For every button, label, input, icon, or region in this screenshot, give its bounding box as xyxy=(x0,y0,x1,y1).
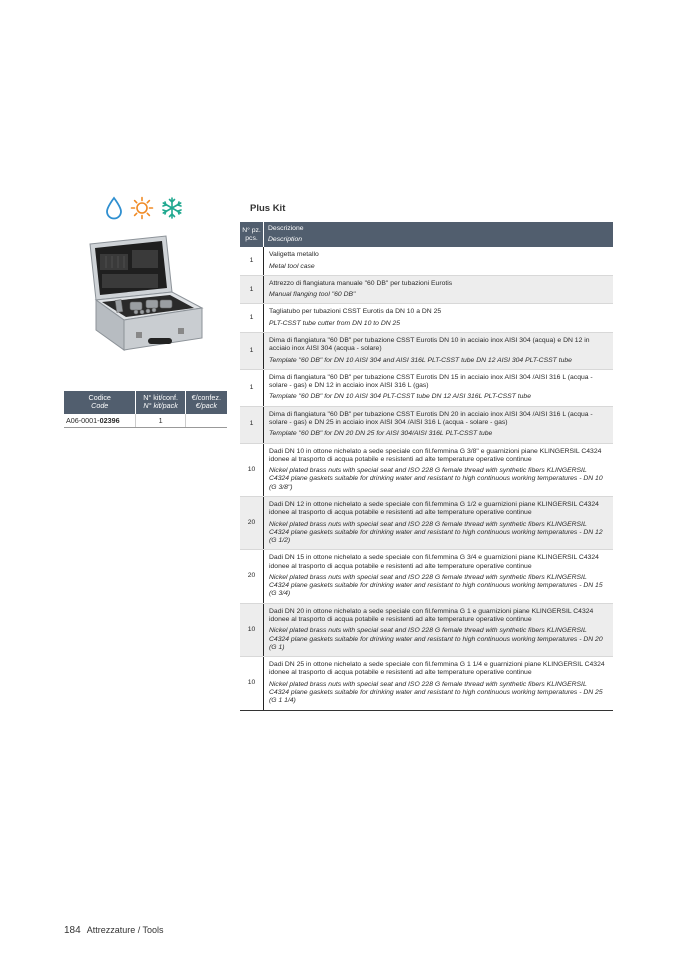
row-description-it: Attrezzo di flangiatura manuale "60 DB" per tubazioni Eurotis xyxy=(269,279,453,287)
row-description-en: Metal tool case xyxy=(269,262,315,270)
row-description-en: Nickel plated brass nuts with special seat and ISO 228 G female thread with synthetic fibers KLINGERSIL C4324 plane gaskets suitable for drinking water and resistant to high continuous working temperatures - DN 10 (G 3/8") xyxy=(269,467,603,491)
table-row xyxy=(64,414,227,428)
row-description-it: Dadi DN 10 in ottone nichelato a sede speciale con fil.femmina G 3/8" e guarnizioni piane KLINGERSIL C4324 idonee al trasporto di acqua potabile e resistenti ad alte temperature operative continue xyxy=(269,447,602,463)
row-description-en: Nickel plated brass nuts with special seat and ISO 228 G female thread with synthetic fibers KLINGERSIL C4324 plane gaskets suitable for drinking water and resistant to high continuous working temperatures - DN 15 (G 3/4) xyxy=(269,573,603,598)
table-row xyxy=(240,333,613,370)
header-qty xyxy=(240,222,264,247)
row-qty: 10 xyxy=(240,657,264,710)
row-description xyxy=(264,369,614,406)
table-row xyxy=(240,550,613,603)
table-row xyxy=(240,603,613,656)
row-qty: 10 xyxy=(240,443,264,496)
row-description xyxy=(264,550,614,603)
row-description-en: PLT-CSST tube cutter from DN 10 to DN 25 xyxy=(269,319,401,327)
table-row xyxy=(240,406,613,443)
snowflake-icon xyxy=(160,196,184,220)
header-description-en: Description xyxy=(268,236,302,244)
row-qty: 1 xyxy=(240,247,264,275)
water-drop-icon xyxy=(104,196,124,220)
row-description xyxy=(264,304,614,333)
row-qty: 1 xyxy=(240,369,264,406)
header-kit-pack-it: N° kit/conf. xyxy=(143,393,179,402)
row-description xyxy=(264,247,614,275)
code-table xyxy=(64,391,227,428)
table-row xyxy=(240,443,613,496)
table-row xyxy=(240,247,613,275)
table-row xyxy=(240,369,613,406)
tool-case-image xyxy=(86,234,204,356)
header-description xyxy=(264,222,614,247)
header-qty-en: pcs. xyxy=(245,234,258,242)
row-description-en: Nickel plated brass nuts with special seat and ISO 228 G female thread with synthetic fibers KLINGERSIL C4324 plane gaskets suitable for drinking water and resistant to high continuous working temperatures - DN 12 (G 1/2) xyxy=(269,520,603,545)
row-qty: 1 xyxy=(240,406,264,443)
header-qty-it: N° pz. xyxy=(242,226,261,234)
header-kit-pack-en: N° kit/pack xyxy=(143,401,178,411)
price xyxy=(185,414,227,428)
row-description-en: Nickel plated brass nuts with special seat and ISO 228 G female thread with synthetic fibers KLINGERSIL C4324 plane gaskets suitable for drinking water and resistant to high continuous working temperatures - DN 20 (G 1) xyxy=(269,627,603,651)
row-description-en: Template "60 DB" for DN 20 DN 25 for AISI 304/AISI 316L PLT-CSST tube xyxy=(269,430,493,438)
sun-icon xyxy=(130,196,154,220)
row-qty: 1 xyxy=(240,304,264,333)
row-description-it: Dadi DN 20 in ottone nichelato a sede speciale con fil.femmina G 1 e guarnizioni piane KLINGERSIL C4324 idonee al trasporto di acqua potabile e resistenti ad alte temperature operative continue xyxy=(269,607,594,624)
product-code-prefix: A06-0001- xyxy=(66,415,100,425)
row-qty: 20 xyxy=(240,550,264,603)
header-code-en: Code xyxy=(91,401,109,411)
row-description-it: Dima di flangiatura "60 DB" per tubazione CSST Eurotis DN 20 in acciaio inox AISI 304 /AISI 316 L (acqua - solare - gas) e DN 25 in acciaio inox AISI 304 /AISI 316 L (acqua - solare - gas) xyxy=(269,410,593,426)
row-description-en: Nickel plated brass nuts with special seat and ISO 228 G female thread with synthetic fibers KLINGERSIL C4324 plane gaskets suitable for drinking water and resistant to high continuous working temperatures - DN 25 (G 1 1/4) xyxy=(269,680,603,705)
row-description xyxy=(264,443,614,496)
page-number: 184 xyxy=(64,925,81,936)
row-description xyxy=(264,275,614,304)
row-qty: 20 xyxy=(240,496,264,549)
row-description xyxy=(264,603,614,656)
kit-title: Plus Kit xyxy=(250,203,286,214)
header-price-en: €/pack xyxy=(195,401,217,411)
header-price xyxy=(185,391,227,414)
row-description-en: Template "60 DB" for DN 10 AISI 304 and AISI 316L PLT-CSST tube DN 12 AISI 304 PLT-CSST tube xyxy=(269,356,572,364)
product-code xyxy=(64,414,136,428)
table-row xyxy=(240,275,613,304)
row-description-it: Dadi DN 15 in ottone nichelato a sede speciale con fil.femmina G 3/4 e guarnizioni piane KLINGERSIL C4324 idonee al trasporto di acqua potabile e resistenti ad alte temperature operative continue xyxy=(269,554,599,570)
row-description xyxy=(264,657,614,710)
page-footer xyxy=(64,925,164,936)
header-code xyxy=(64,391,136,414)
header-code-it: Codice xyxy=(88,393,111,402)
application-icons xyxy=(104,196,184,220)
row-description-it: Dima di flangiatura "60 DB" per tubazione CSST Eurotis DN 10 in acciaio inox AISI 304 (acqua) e DN 12 in acciaio inox AISI 304 (acqua - solare) xyxy=(269,337,590,353)
row-description-it: Dadi DN 12 in ottone nichelato a sede speciale con fil.femmina G 1/2 e guarnizioni piane KLINGERSIL C4324 idonee al trasporto di acqua potabile e resistenti ad alte temperature operative continue xyxy=(269,500,599,517)
row-description-it: Tagliatubo per tubazioni CSST Eurotis da DN 10 a DN 25 xyxy=(269,308,442,316)
header-kit-pack xyxy=(136,391,185,414)
row-description-it: Dadi DN 25 in ottone nichelato a sede speciale con fil.femmina G 1 1/4 e guarnizioni piane KLINGERSIL C4324 idonee al trasporto di acqua potabile e resistenti ad alte temperature operative continue xyxy=(269,661,605,677)
header-price-it: €/confez. xyxy=(191,393,221,402)
table-row xyxy=(240,657,613,710)
row-description-it: Valigetta metallo xyxy=(269,251,319,259)
table-row xyxy=(240,496,613,549)
row-description-it: Dima di flangiatura "60 DB" per tubazione CSST Eurotis DN 15 in acciaio inox AISI 304 /AISI 316 L (acqua - solare - gas) e DN 12 in acciaio inox AISI 316 L (gas) xyxy=(269,373,593,390)
kit-qty: 1 xyxy=(136,414,185,428)
header-description-it: Descrizione xyxy=(268,225,304,232)
row-description xyxy=(264,496,614,549)
kit-contents-table xyxy=(240,222,613,711)
row-description-en: Manual flanging tool "60 DB" xyxy=(269,291,356,299)
section-name: Attrezzature / Tools xyxy=(86,925,164,935)
row-qty: 1 xyxy=(240,333,264,370)
row-qty: 10 xyxy=(240,603,264,656)
table-row xyxy=(240,304,613,333)
row-description-en: Template "60 DB" for DN 10 AISI 304 PLT-CSST tube DN 12 AISI 316L PLT-CSST tube xyxy=(269,393,531,401)
row-description xyxy=(264,406,614,443)
row-description xyxy=(264,333,614,370)
row-qty: 1 xyxy=(240,275,264,304)
product-code-suffix: 02396 xyxy=(99,415,120,425)
